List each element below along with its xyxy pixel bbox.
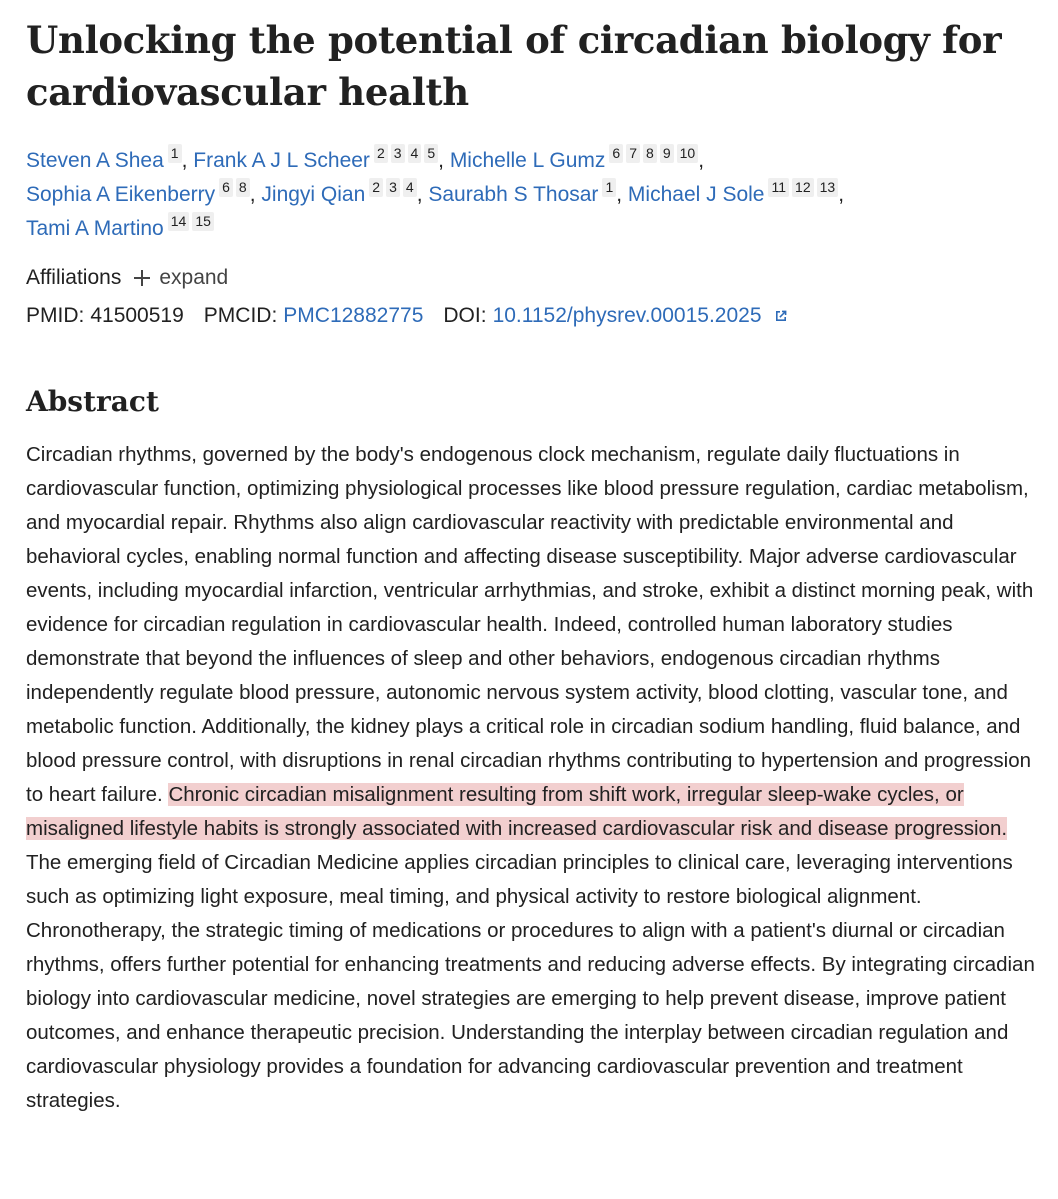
affiliation-number[interactable]: 6	[609, 144, 623, 163]
author-entry	[26, 213, 214, 240]
author-separator: ,	[616, 183, 623, 206]
author-separator: ,	[249, 183, 256, 206]
author-name-link[interactable]: Michael J Sole	[627, 183, 765, 206]
author-separator: ,	[838, 183, 845, 206]
affiliation-number[interactable]: 2	[369, 178, 383, 197]
affiliation-number[interactable]: 14	[168, 212, 190, 231]
pmcid-link[interactable]: PMC12882775	[283, 304, 424, 327]
affiliation-number[interactable]: 6	[219, 178, 233, 197]
doi-label: DOI:	[443, 304, 487, 327]
author-entry	[261, 179, 423, 206]
doi-link[interactable]	[493, 300, 790, 332]
affiliation-number[interactable]: 10	[677, 144, 699, 163]
author-separator: ,	[438, 149, 444, 172]
pmid-label: PMID:	[26, 304, 85, 327]
affiliation-number[interactable]: 8	[236, 178, 250, 197]
author-separator: ,	[181, 149, 188, 172]
affiliation-number[interactable]: 8	[643, 144, 657, 163]
affiliation-number[interactable]: 5	[424, 144, 438, 163]
affiliation-number[interactable]: 3	[386, 178, 400, 197]
author-name-link[interactable]: Tami A Martino	[26, 217, 164, 240]
author-list	[26, 144, 1036, 246]
affiliation-number[interactable]: 7	[626, 144, 640, 163]
abstract-highlighted-sentence: Chronic circadian misalignment resulting from shift work, irregular sleep-wake cycles, or misaligned lifestyle habits is strongly associated with increased cardiovascular risk and disease progression.	[26, 783, 1008, 840]
affiliation-number[interactable]: 3	[391, 144, 405, 163]
affiliations-row	[26, 262, 1036, 294]
affiliation-number[interactable]: 1	[602, 178, 616, 197]
author-name-link[interactable]: Sophia A Eikenberry	[26, 183, 216, 206]
article-title: Unlocking the potential of circadian biology for cardiovascular health	[26, 18, 1002, 114]
author-name-link[interactable]: Michelle L Gumz	[449, 149, 606, 172]
affiliation-number[interactable]: 4	[403, 178, 417, 197]
affiliation-number[interactable]: 11	[768, 178, 789, 197]
abstract-heading: Abstract	[26, 385, 159, 418]
expand-label: expand	[159, 266, 229, 289]
pmcid-label: PMCID:	[203, 304, 278, 327]
author-name-link[interactable]: Jingyi Qian	[261, 183, 366, 206]
abstract-text-before: Circadian rhythms, governed by the body's endogenous clock mechanism, regulate daily fluctuations in cardiovascular function, optimizing physiological processes like blood pressure regulation, cardiac metabolism, and myocardial repair. Rhythms also align cardiovascular reactivity with predictable environmental and behavioral cycles, enabling normal function and affecting disease susceptibility. Major adverse cardiovascular events, including myocardial infarction, ventricular arrhythmias, and stroke, exhibit a distinct morning peak, with evidence for circadian regulation in cardiovascular health. Indeed, controlled human laboratory studies demonstrate that beyond the influences of sleep and other behaviors, endogenous circadian rhythms independently regulate blood pressure, autonomic nervous system activity, blood clotting, vascular tone, and metabolic function. Additionally, the kidney plays a critical role in circadian sodium handling, fluid balance, and blood pressure control, with disruptions in renal circadian rhythms contributing to hypertension and progression to heart failure.	[26, 443, 1034, 806]
doi-value: 10.1152/physrev.00015.2025	[492, 304, 762, 327]
author-entry	[428, 179, 623, 206]
author-name-link[interactable]: Saurabh S Thosar	[428, 183, 599, 206]
author-entry	[193, 145, 444, 172]
affiliation-number[interactable]: 12	[792, 178, 814, 197]
author-entry	[26, 145, 188, 172]
author-entry	[449, 145, 705, 172]
external-link-icon	[773, 308, 789, 324]
affiliation-number[interactable]: 9	[660, 144, 674, 163]
affiliation-number[interactable]: 4	[408, 144, 422, 163]
affiliation-number[interactable]: 13	[817, 178, 839, 197]
author-separator: ,	[416, 183, 423, 206]
author-separator: ,	[698, 149, 705, 172]
affiliations-label: Affiliations	[26, 266, 122, 289]
author-name-link[interactable]: Steven A Shea	[26, 149, 164, 172]
affiliations-expand-button[interactable]	[133, 262, 228, 294]
author-entry	[627, 179, 845, 206]
identifiers-row	[26, 300, 1036, 332]
plus-icon	[133, 269, 151, 287]
affiliation-number[interactable]: 15	[192, 212, 214, 231]
abstract-text-after: The emerging field of Circadian Medicine applies circadian principles to clinical care, leveraging interventions such as optimizing light exposure, meal timing, and physical activity to restore biological alignment. Chronotherapy, the strategic timing of medications or procedures to align with a patient's diurnal or circadian rhythms, offers further potential for enhancing treatments and reducing adverse effects. By integrating circadian biology into cardiovascular medicine, novel strategies are emerging to help prevent disease, improve patient outcomes, and enhance therapeutic precision. Understanding the interplay between circadian regulation and cardiovascular physiology provides a foundation for advancing cardiovascular prevention and treatment strategies.	[26, 851, 1035, 1112]
affiliation-number[interactable]: 1	[168, 144, 182, 163]
affiliation-number[interactable]: 2	[374, 144, 388, 163]
abstract-body	[26, 438, 1036, 1118]
author-name-link[interactable]: Frank A J L Scheer	[193, 149, 370, 172]
article-page	[26, 0, 1036, 1118]
author-entry	[26, 179, 256, 206]
pmid-value: 41500519	[90, 304, 184, 327]
